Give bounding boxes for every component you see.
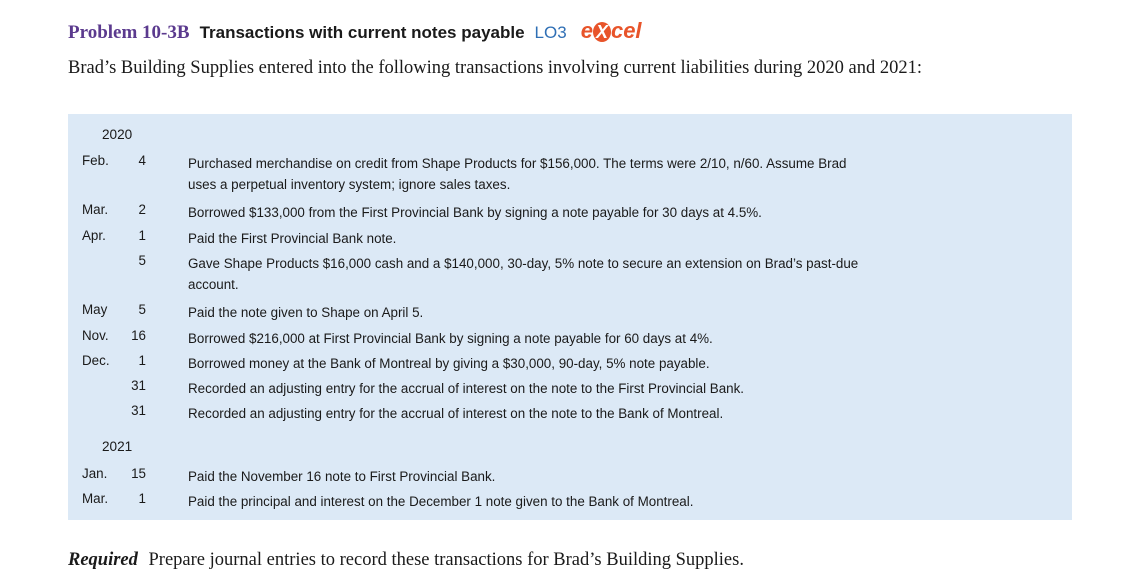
transaction-day: 15 (131, 466, 146, 481)
transaction-day: 2 (138, 202, 146, 217)
transaction-day: 4 (138, 153, 146, 168)
excel-logo-prefix: e (580, 18, 593, 43)
learning-objective-tag: LO3 (534, 23, 567, 42)
transaction-line: Gave Shape Products $16,000 cash and a $140,000, 30-day, 5% note to secure an extension on Brad’s past-due (188, 256, 859, 271)
required-instruction (68, 550, 744, 571)
transaction-description (188, 202, 1048, 223)
transaction-month: May (82, 302, 108, 317)
transaction-day: 16 (131, 328, 146, 343)
excel-logo-icon (581, 18, 642, 44)
problem-intro: Brad’s Building Supplies entered into the following transactions involving current liabilities during 2020 and 2021: (68, 58, 922, 78)
transaction-description (188, 228, 1048, 249)
transaction-month: Jan. (82, 466, 108, 481)
transaction-day: 5 (138, 302, 146, 317)
transaction-line: Recorded an adjusting entry for the accrual of interest on the note to the Bank of Montreal. (188, 406, 724, 421)
excel-logo-x: X (593, 22, 611, 42)
transaction-day: 1 (138, 353, 146, 368)
year-heading: 2021 (102, 439, 133, 454)
transaction-description (188, 403, 1048, 424)
transaction-line: Borrowed $133,000 from the First Provincial Bank by signing a note payable for 30 days at 4.5%. (188, 205, 762, 220)
transaction-line: account. (188, 277, 239, 292)
required-text: Prepare journal entries to record these transactions for Brad’s Building Supplies. (148, 550, 744, 570)
transaction-day: 31 (131, 378, 146, 393)
transaction-line: Borrowed money at the Bank of Montreal by giving a $30,000, 90-day, 5% note payable. (188, 356, 710, 371)
transaction-day: 5 (138, 253, 146, 268)
transaction-description (188, 353, 1048, 374)
transaction-line: uses a perpetual inventory system; ignore sales taxes. (188, 177, 511, 192)
transaction-day: 1 (138, 228, 146, 243)
transaction-month: Feb. (82, 153, 109, 168)
transaction-month: Mar. (82, 202, 109, 217)
transaction-line: Purchased merchandise on credit from Shape Products for $156,000. The terms were 2/10, n/60. Assume Brad (188, 156, 847, 171)
transaction-line: Paid the First Provincial Bank note. (188, 231, 397, 246)
problem-title: Transactions with current notes payable (199, 23, 525, 42)
transaction-line: Paid the note given to Shape on April 5. (188, 305, 424, 320)
transaction-description (188, 378, 1048, 399)
transaction-line: Recorded an adjusting entry for the accrual of interest on the note to the First Provincial Bank. (188, 381, 745, 396)
excel-logo-suffix: cel (610, 18, 642, 43)
transaction-description (188, 253, 1048, 295)
transaction-day: 31 (131, 403, 146, 418)
transaction-month: Apr. (82, 228, 106, 243)
year-heading: 2020 (102, 127, 133, 142)
transaction-month: Mar. (82, 491, 109, 506)
transaction-description (188, 328, 1048, 349)
transaction-day: 1 (138, 491, 146, 506)
transaction-month: Nov. (82, 328, 109, 343)
transaction-description (188, 153, 1048, 195)
transaction-description (188, 466, 1048, 487)
problem-header (68, 18, 642, 50)
transaction-line: Paid the principal and interest on the December 1 note given to the Bank of Montreal. (188, 494, 694, 509)
transaction-line: Borrowed $216,000 at First Provincial Bank by signing a note payable for 60 days at 4%. (188, 331, 713, 346)
problem-number: Problem 10-3B (68, 22, 190, 43)
transaction-description (188, 302, 1048, 323)
transaction-description (188, 491, 1048, 512)
transaction-line: Paid the November 16 note to First Provincial Bank. (188, 469, 496, 484)
transaction-month: Dec. (82, 353, 110, 368)
required-label: Required (68, 550, 138, 570)
transactions-box (68, 114, 1072, 520)
